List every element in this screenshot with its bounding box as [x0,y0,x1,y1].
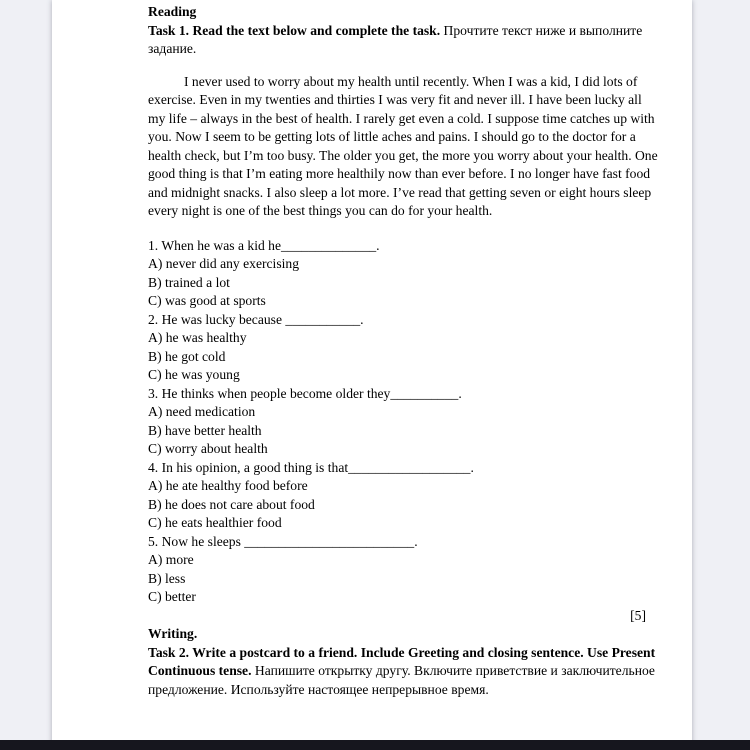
question-3-option-b: B) have better health [148,422,262,438]
question-3-option-a: A) need medication [148,404,256,419]
question-3-option-c: C) worry about health [148,441,268,456]
question-3-stem: 3. He thinks when people become older they__________. [148,385,462,401]
question-4-option-b: B) he does not care about food [148,496,315,512]
question-2-stem: 2. He was lucky because ___________. [148,311,364,327]
questions-list [148,237,662,607]
task1-instruction [148,22,662,59]
document-content [52,0,692,699]
question-1-option-b: B) trained a lot [148,274,230,290]
task1-instruction-en: Task 1. Read the text below and complete the task. [148,22,441,38]
task2-instruction-en: Task 2. Write a postcard to a friend. Include Greeting and closing sentence. Use Present Continuous tense. [148,644,656,678]
score-marker: [5] [630,607,646,623]
question-4-option-a: A) he ate healthy food before [148,478,308,493]
question-1-option-a: A) never did any exercising [148,256,299,271]
task1-instruction-ru: Прочтите текст ниже и выполните задание. [148,22,643,56]
question-5-stem: 5. Now he sleeps _________________________. [148,533,418,549]
question-4-option-c: C) he eats healthier food [148,515,282,530]
reading-section-title: Reading [148,4,197,19]
question-5-option-a: A) more [148,552,194,567]
question-5-option-b: B) less [148,570,186,586]
question-2-option-b: B) he got cold [148,348,226,364]
task2-instruction [148,644,662,700]
question-2-option-c: C) he was young [148,367,240,382]
question-1-stem: 1. When he was a kid he______________. [148,237,380,253]
question-1-option-c: C) was good at sports [148,293,266,308]
question-2-option-a: A) he was healthy [148,330,247,345]
bottom-bar [0,740,750,750]
question-4-stem: 4. In his opinion, a good thing is that__________________. [148,459,474,475]
question-5-option-c: C) better [148,589,196,604]
writing-section-title: Writing. [148,626,198,641]
document-page [52,0,692,750]
task2-instruction-ru: Напишите открытку другу. Включите приветствие и заключительное предложение. Используйте настоящее непрерывное время. [148,663,655,697]
reading-passage: I never used to worry about my health until recently. When I was a kid, I did lots of exercise. Even in my twenties and thirties I was very fit and never ill. I have been lucky all my life – always in the best of health. I rarely get even a cold. I suppose time catches up with you. Now I seem to be getting lots of little aches and pains. I should go to the doctor for a health check, but I’m too busy. The older you get, the more you worry about your health. One good thing is that I’m eating more healthily now than ever before. I no longer have fast food and midnight snacks. I also sleep a lot more. I’ve read that getting seven or eight hours sleep every night is one of the best things you can do for your health. [148,73,658,218]
